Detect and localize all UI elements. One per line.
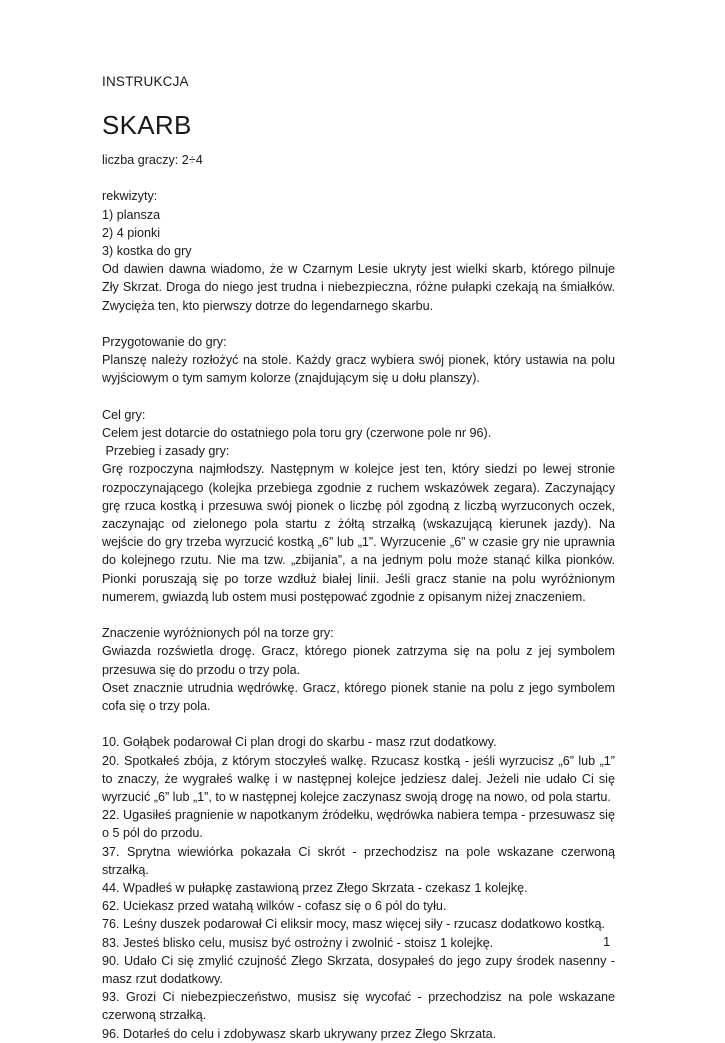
props-heading: rekwizyty: — [102, 189, 158, 204]
numbered-field-item: 44. Wpadłeś w pułapkę zastawioną przez Złego Skrzata - czekasz 1 kolejkę. — [102, 881, 528, 896]
numbered-field-item: 20. Spotkałeś zbója, z którym stoczyłeś walkę. Rzucasz kostką - jeśli wyrzucisz „6” lub „1” to znaczy, że wygrałeś walkę i w następnej kolejce jedziesz dalej. Jeżeli nie udało Ci się wyrzucić „6” lub „1”, to w następnej kolejce zaczynasz swoją drogę na nowo, od pola startu. — [102, 753, 615, 805]
numbered-field-item: 10. Gołąbek podarował Ci plan drogi do skarbu - masz rzut dodatkowy. — [102, 735, 497, 750]
page-number: 1 — [603, 934, 611, 949]
props-item: 1) plansza — [102, 207, 161, 222]
thistle-field-description: Oset znacznie utrudnia wędrówkę. Gracz, którego pionek stanie na polu z jego symbolem cofa się o trzy pola. — [102, 680, 615, 714]
star-field-description: Gwiazda rozświetla drogę. Gracz, którego pionek zatrzyma się na polu z jej symbolem przesuwa się do przodu o trzy pola. — [102, 644, 615, 677]
props-item: 3) kostka do gry — [102, 244, 192, 258]
numbered-field-item: 22. Ugasiłeś pragnienie w napotkanym źródełku, wędrówka nabiera tempa - przesuwasz się o 5 pól do przodu. — [102, 808, 615, 841]
document-header: INSTRUKCJA — [102, 74, 189, 89]
numbered-field-item: 76. Leśny duszek podarował Ci eliksir mocy, masz więcej siły - rzucasz dodatkowo kostką. — [102, 917, 606, 932]
players-count: liczba graczy: 2÷4 — [102, 153, 203, 167]
goal-heading: Cel gry: — [102, 407, 146, 422]
numbered-field-item: 93. Grozi Ci niebezpieczeństwo, musisz się wycofać - przechodzisz na pole wskazane czerwoną strzałką. — [102, 990, 615, 1023]
numbered-field-item: 62. Uciekasz przed watahą wilków - cofasz się o 6 pól do tyłu. — [102, 899, 447, 914]
numbered-field-item: 83. Jesteś blisko celu, musisz być ostrożny i zwolnić - stoisz 1 kolejkę. — [102, 935, 494, 950]
rules-heading: Przebieg i zasady gry: — [102, 444, 230, 459]
numbered-field-item: 90. Udało Ci się zmylić czujność Złego Skrzata, dosypałeś do jego zupy środek nasenny - masz rzut dodatkowy. — [102, 953, 615, 987]
numbered-field-item: 37. Sprytna wiewiórka pokazała Ci skrót - przechodzisz na pole wskazane czerwoną strzałką. — [102, 844, 615, 877]
props-item: 2) 4 pionki — [102, 225, 161, 240]
numbered-field-item: 96. Dotarłeś do celu i zdobywasz skarb ukrywany przez Złego Skrzata. — [102, 1026, 497, 1041]
rules-paragraph: Grę rozpoczyna najmłodszy. Następnym w kolejce jest ten, który siedzi po lewej stronie rozpoczynającego (kolejka przebiega zgodnie z ruchem wskazówek zegara). Zaczynający grę rzuca kostką i przesuwa swój pionek o liczbę pól zgodną z liczbą wyrzuconych oczek, zaczynając od zielonego pola startu z żółtą strzałką (wskazującą kierunek jazdy). Na wejście do gry trzeba wyrzucić kostką „6” lub „1”. Wyrzucenie „6” w czasie gry nie uprawnia do kolejnego rzutu. Nie ma tzw. „zbijania”, a na jednym polu może stanąć kilka pionków. Pionki poruszają się po torze wzdłuż białej linii. Jeśli gracz stanie na polu wyróżnionym numerem, gwiazdą lub ostem musi postępować zgodnie z opisanym niżej znaczeniem. — [102, 462, 615, 604]
intro-paragraph: Od dawien dawna wiadomo, że w Czarnym Lesie ukryty jest wielki skarb, którego pilnuje Zły Skrzat. Droga do niego jest trudna i niebezpieczna, różne pułapki czekają na śmiałków. Zwycięża ten, kto pierwszy dotrze do legendarnego skarbu. — [102, 262, 615, 313]
prep-paragraph: Planszę należy rozłożyć na stole. Każdy gracz wybiera swój pionek, który ustawia na polu wyjściowym o tym samym kolorze (znajdującym się u dołu planszy). — [102, 353, 615, 386]
goal-paragraph: Celem jest dotarcie do ostatniego pola toru gry (czerwone pole nr 96). — [102, 426, 492, 440]
fields-heading: Znaczenie wyróżnionych pól na torze gry: — [102, 626, 334, 641]
document-body — [102, 151, 615, 1043]
document-title: SKARB — [102, 110, 192, 140]
prep-heading: Przygotowanie do gry: — [102, 335, 227, 349]
